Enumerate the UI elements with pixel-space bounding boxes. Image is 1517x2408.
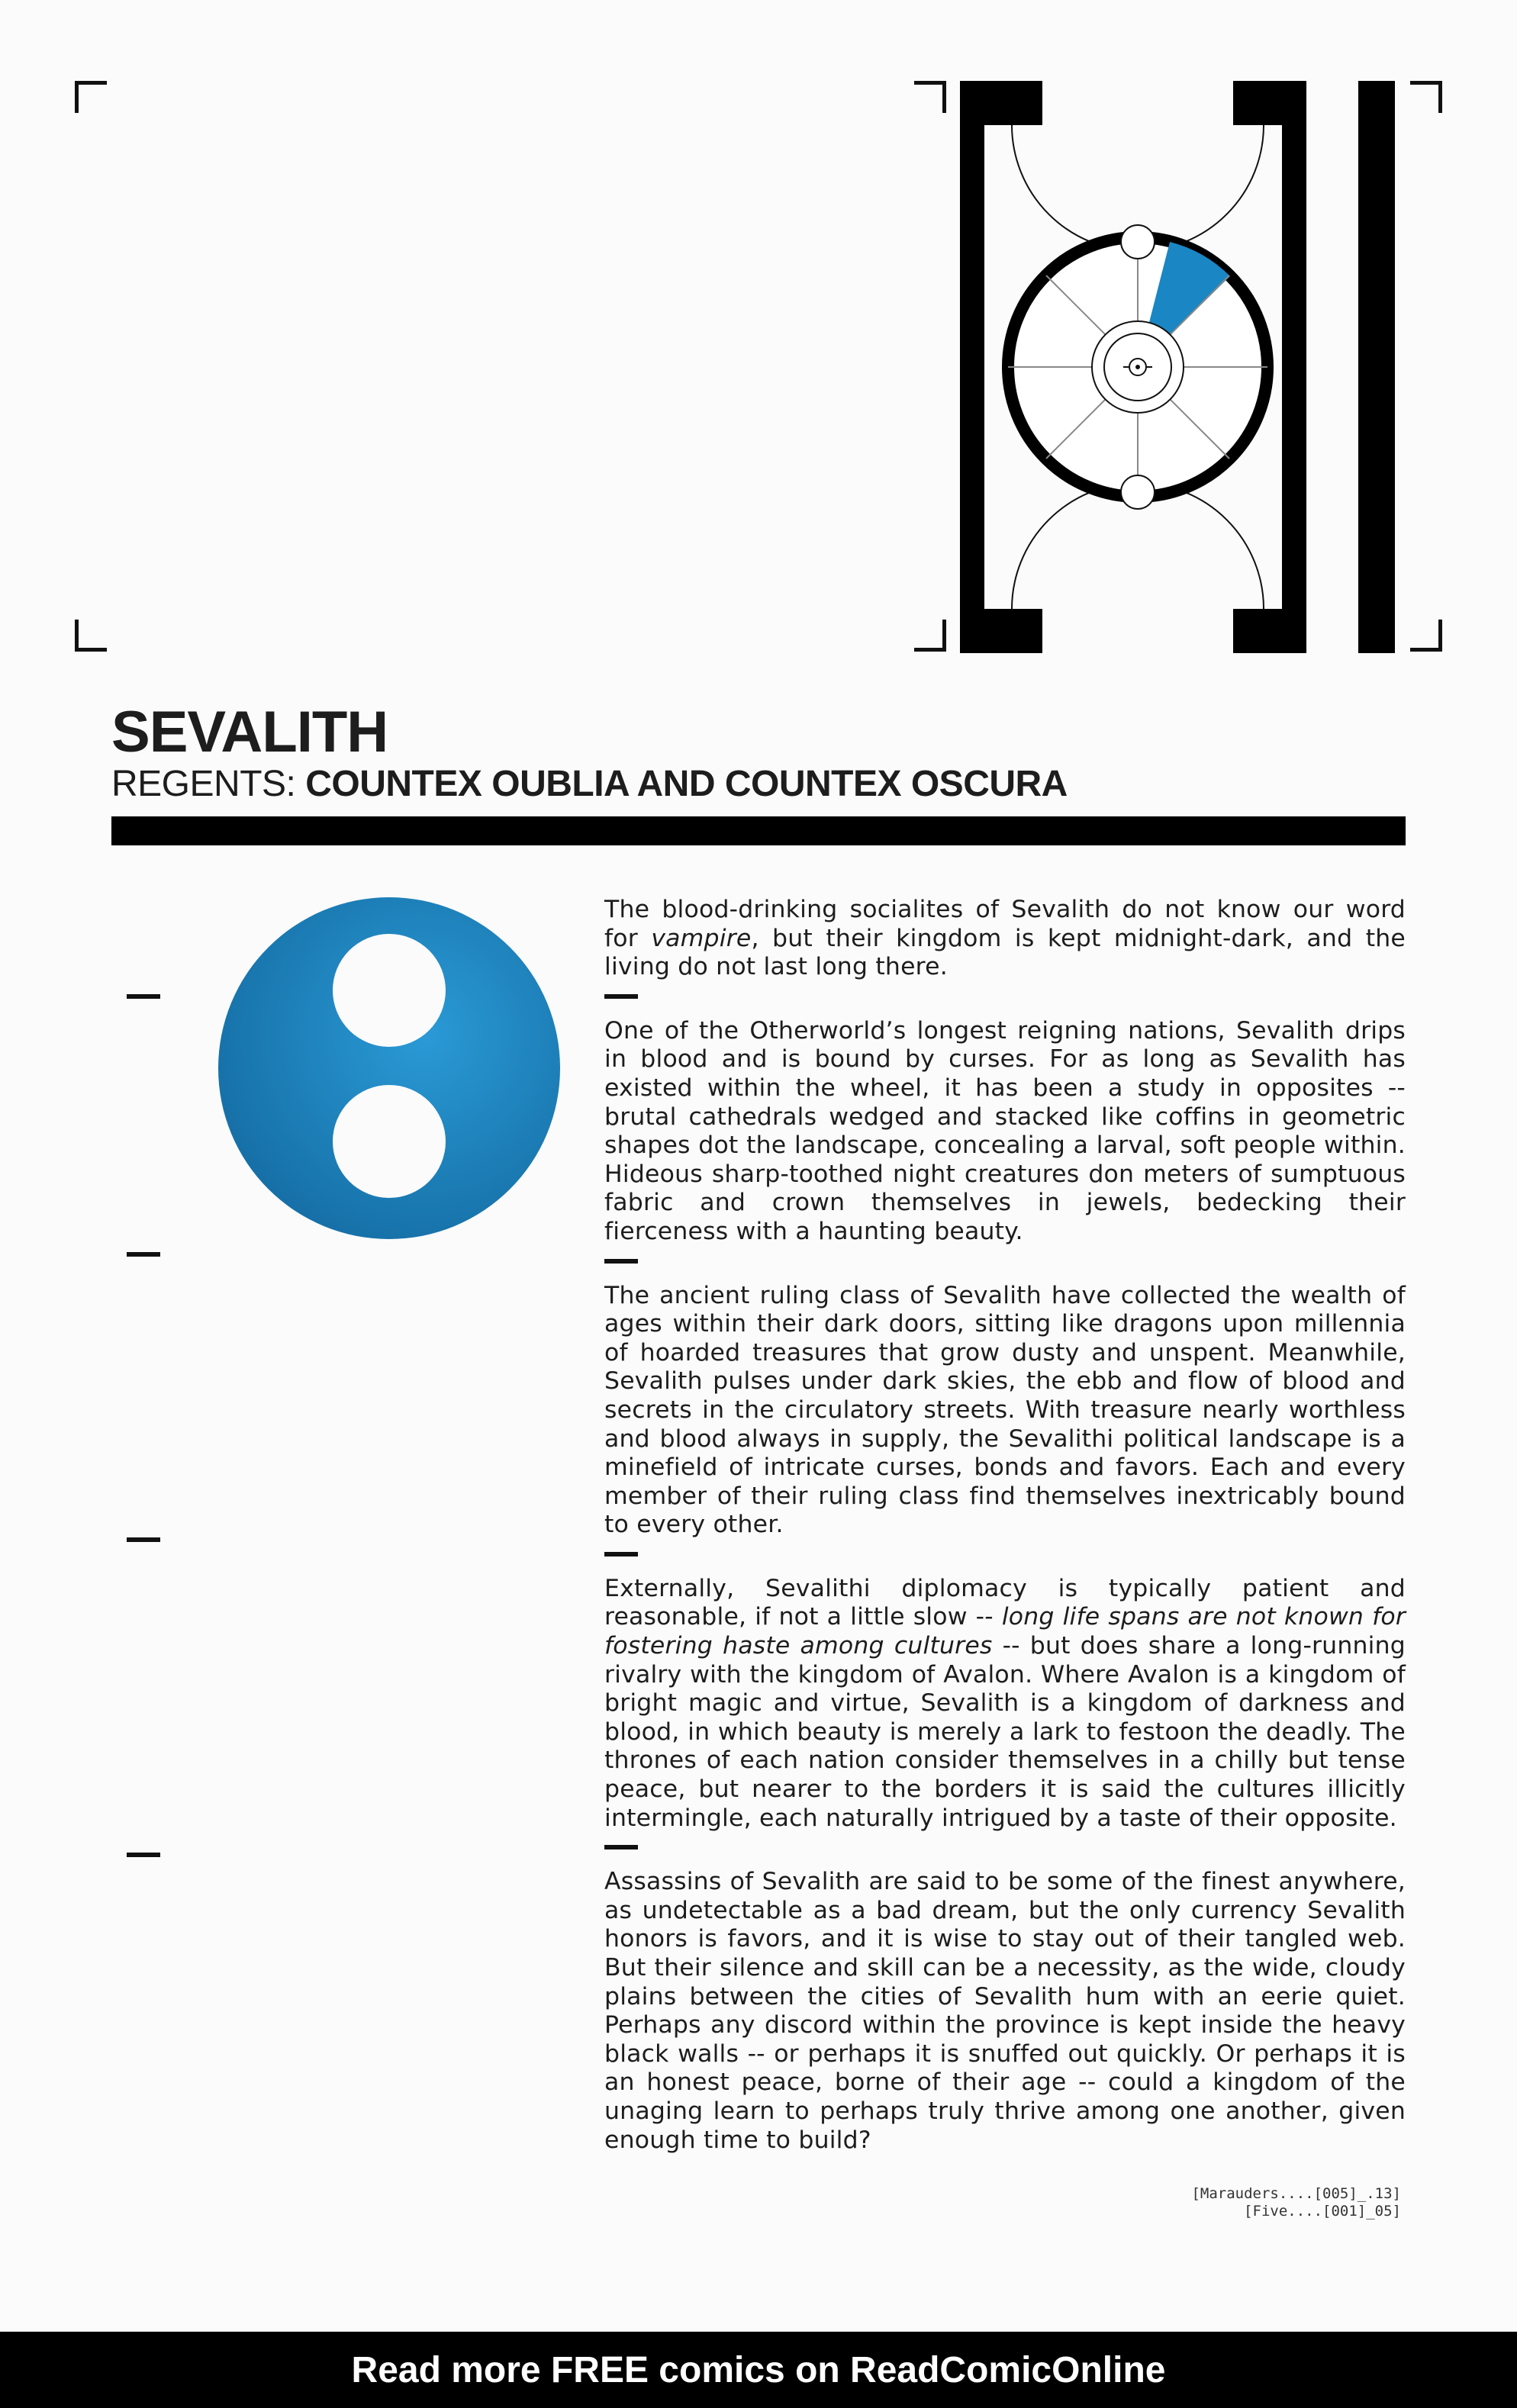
paragraph-separator <box>604 1259 638 1264</box>
left-dash <box>127 994 160 999</box>
regents-label: REGENTS: <box>111 764 296 804</box>
sevalith-sigil-icon <box>218 897 560 1239</box>
reference-line-1: [Marauders....[005]_.13] <box>1191 2185 1401 2202</box>
crop-mark-top-left <box>75 81 107 113</box>
paragraph-1-text: The blood-drinking socialites of Sevalith do not know our word for <box>604 896 1406 952</box>
page-title: SEVALITH <box>111 700 388 765</box>
paragraph-4-text: Externally, Sevalithi diplomacy is typically patient and reasonable, if not a little slow -- <box>604 1574 1406 1631</box>
crop-mark-bottom-right-inner <box>914 620 946 652</box>
paragraph-separator <box>604 1552 638 1557</box>
paragraph-separator <box>604 1845 638 1849</box>
regents-line <box>111 763 1068 805</box>
reference-line-2: [Five....[001]_05] <box>1244 2203 1401 2220</box>
paragraph-1-emphasis: vampire <box>651 924 752 952</box>
paragraph-2: One of the Otherworld’s longest reigning nations, Sevalith drips in blood and is bound by curses. For as long as Sevalith has existed within the wheel, it has been a study in opposites -- brutal cathedrals wedged and stacked like coffins in geometric shapes dot the landscape, concealing a larval, soft people within. Hideous sharp-toothed night creatures don meters of sumptuous fabric and crown themselves in jewels, bedecking their fierceness with a haunting beauty. <box>604 1016 1406 1245</box>
left-dash <box>127 1853 160 1857</box>
paragraph-separator <box>604 994 638 999</box>
issue-references <box>1191 2185 1401 2220</box>
paragraph-4-text-end: -- but does share a long-running rivalry with the kingdom of Avalon. Where Avalon is a kingdom of bright magic and virtue, Sevalith is a kingdom of darkness and blood, in which beauty is merely a lark to festoon the deadly. The thrones of each nation consider themselves in a chilly but tense peace, but nearer to the borders it is said the cultures illicitly intermingle, each naturally intrigued by a taste of their opposite. <box>604 1632 1406 1832</box>
crop-mark-bottom-right-outer <box>1410 620 1442 652</box>
crop-mark-top-right-inner <box>914 81 946 113</box>
body-text <box>604 896 1406 2155</box>
regents-names: COUNTEX OUBLIA AND COUNTEX OSCURA <box>305 764 1068 804</box>
crop-mark-top-right-outer <box>1410 81 1442 113</box>
crop-mark-bottom-left <box>75 620 107 652</box>
krakoa-wheel-emblem-icon <box>946 76 1404 656</box>
left-dash <box>127 1252 160 1257</box>
paragraph-1 <box>604 896 1406 982</box>
footer-banner[interactable] <box>0 2332 1517 2408</box>
title-rule <box>111 816 1406 845</box>
paragraph-5: Assassins of Sevalith are said to be some of the finest anywhere, as undetectable as a bad dream, but the only currency Sevalith honors is favors, and it is wise to stay out of their tangled web. But their silence and skill can be a necessity, as the wide, cloudy plains between the cities of Sevalith hum with an eerie quiet. Perhaps any discord within the province is kept inside the heavy black walls -- or perhaps it is snuffed out quickly. Or perhaps it is an honest peace, borne of their age -- could a kingdom of the unaging learn to perhaps truly thrive among one another, given enough time to build? <box>604 1868 1406 2154</box>
paragraph-3: The ancient ruling class of Sevalith have collected the wealth of ages within their dark doors, sitting like dragons upon millennia of hoarded treasures that grow dusty and unspent. Meanwhile, Sevalith pulses under dark skies, the ebb and flow of blood and secrets in the circulatory streets. With treasure nearly worthless and blood always in supply, the Sevalithi political landscape is a minefield of intricate curses, bonds and favors. Each and every member of their ruling class find themselves inextricably bound to every other. <box>604 1281 1406 1539</box>
paragraph-1-text-end: , but their kingdom is kept midnight-dark, and the living do not last long there. <box>604 924 1406 981</box>
left-dash <box>127 1537 160 1542</box>
paragraph-4 <box>604 1575 1406 1833</box>
footer-link-text[interactable]: Read more FREE comics on ReadComicOnline <box>351 2349 1166 2390</box>
paragraph-4-emphasis: long life spans are not known for fostering haste among cultures <box>604 1603 1406 1660</box>
